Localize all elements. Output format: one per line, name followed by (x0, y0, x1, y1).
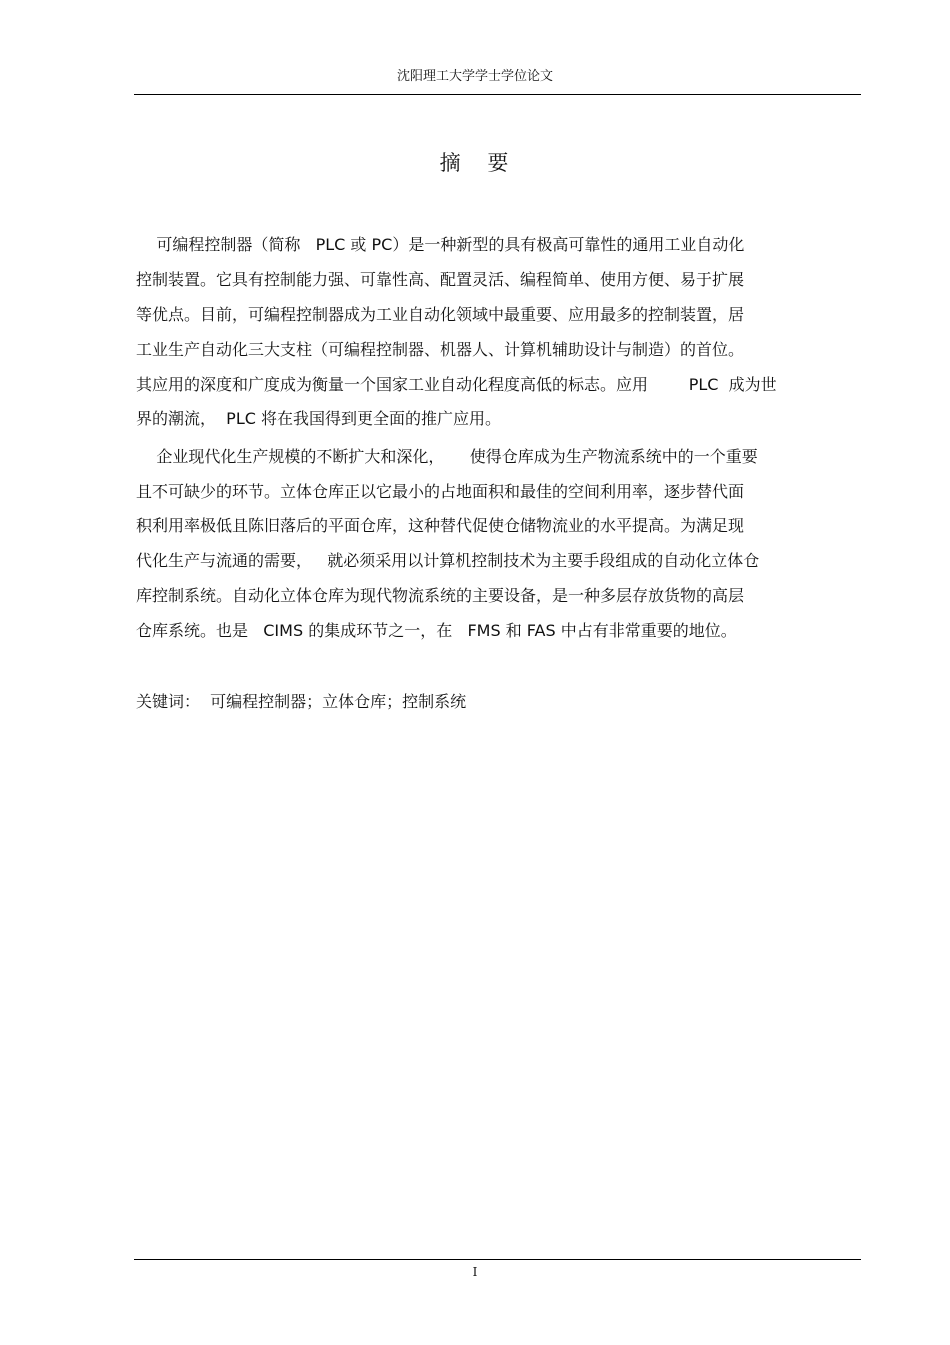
paragraph-line: 库控制系统。自动化立体仓库为现代物流系统的主要设备，是一种多层存放货物的高层 (136, 586, 745, 605)
paragraph-line: 工业生产自动化三大支柱（可编程控制器、机器人、计算机辅助设计与制造）的首位。 (136, 340, 745, 359)
paragraph-line: 界的潮流， PLC 将在我国得到更全面的推广应用。 (136, 409, 501, 428)
thesis-header-title: 沈阳理工大学学士学位论文 (396, 69, 553, 84)
paragraph-line: 控制装置。它具有控制能力强、可靠性高、配置灵活、编程简单、使用方便、易于扩展 (136, 270, 745, 289)
paragraph-line: 等优点。目前，可编程控制器成为工业自动化领域中最重要、应用最多的控制装置，居 (136, 305, 745, 324)
keywords-line: 关键词： 可编程控制器；立体仓库；控制系统 (136, 692, 467, 711)
paragraph-line: 仓库系统。也是 CIMS 的集成环节之一，在 FMS 和 FAS 中占有非常重要的地位。 (136, 621, 737, 640)
paragraph-line: 可编程控制器（简称 PLC 或 PC）是一种新型的具有极高可靠性的通用工业自动化 (136, 235, 745, 254)
paragraph-line: 积利用率极低且陈旧落后的平面仓库，这种替代促使仓储物流业的水平提高。为满足现 (136, 516, 745, 535)
abstract-heading: 摘 要 (439, 151, 519, 175)
paragraph-line: 企业现代化生产规模的不断扩大和深化， 使得仓库成为生产物流系统中的一个重要 (136, 447, 758, 466)
header-rule (134, 94, 861, 95)
paragraph-line: 且不可缺少的环节。立体仓库正以它最小的占地面积和最佳的空间利用率，逐步替代面 (136, 482, 745, 501)
page-number: I (472, 1265, 478, 1279)
footer-rule (134, 1259, 861, 1260)
paragraph-line: 代化生产与流通的需要， 就必须采用以计算机控制技术为主要手段组成的自动化立体仓 (136, 551, 760, 570)
paragraph-line: 其应用的深度和广度成为衡量一个国家工业自动化程度高低的标志。应用 PLC 成为世 (136, 375, 777, 394)
